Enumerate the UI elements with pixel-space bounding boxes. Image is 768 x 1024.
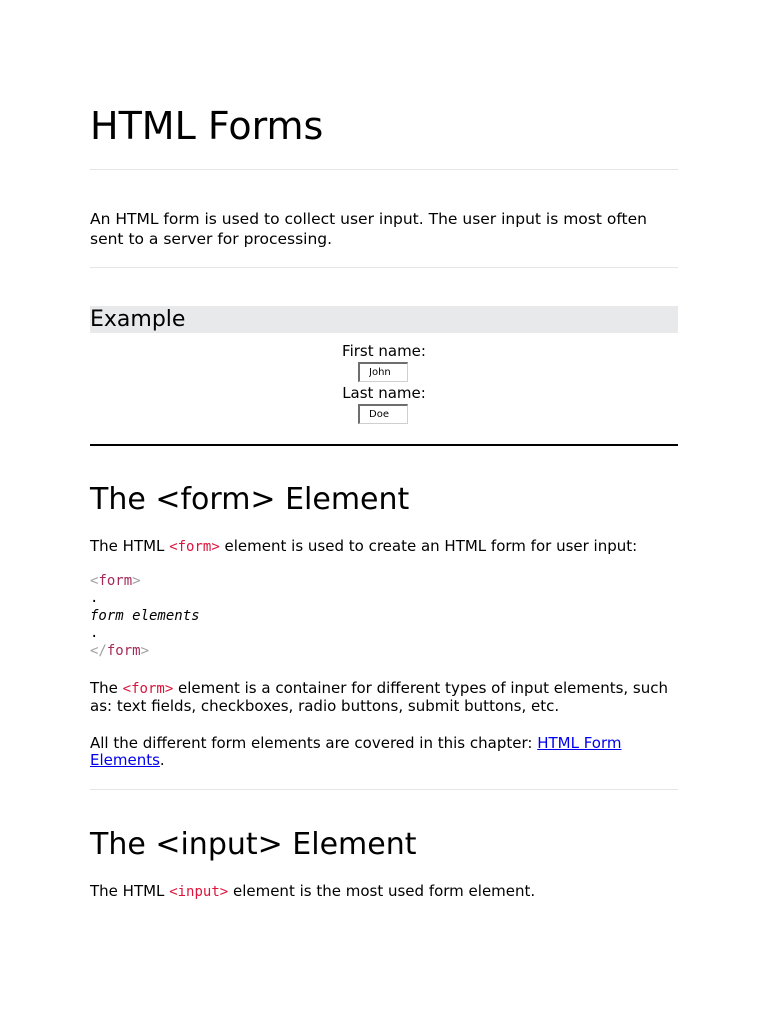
- first-name-label: First name:: [342, 342, 426, 360]
- code-token: form: [106, 642, 141, 659]
- text-fragment: All the different form elements are covered in this chapter:: [90, 734, 538, 752]
- section-divider: [90, 444, 678, 446]
- code-placeholder: form elements: [90, 607, 200, 624]
- divider: [90, 789, 678, 790]
- code-token: </: [90, 642, 107, 659]
- text-fragment: The HTML: [90, 882, 170, 900]
- inline-code-form: <form>: [169, 539, 220, 555]
- text-fragment: The: [90, 679, 123, 697]
- input-element-description: [90, 883, 678, 901]
- divider: [90, 169, 678, 170]
- text-fragment: .: [159, 751, 165, 769]
- form-code-example: [90, 573, 200, 660]
- code-token: <: [90, 573, 99, 589]
- form-elements-paragraph: [90, 735, 678, 769]
- text-fragment: element is used to create an HTML form for user input:: [219, 537, 638, 555]
- inline-code-input: <input>: [169, 884, 229, 900]
- code-token: >: [132, 573, 141, 589]
- first-name-input[interactable]: [358, 362, 408, 382]
- html-form-elements-link[interactable]: HTML Form Elements: [90, 734, 622, 769]
- text-fragment: The HTML: [90, 537, 170, 555]
- intro-paragraph: An HTML form is used to collect user input. The user input is most often sent to a server for processing.: [90, 210, 647, 248]
- text-fragment: element is a container for different types of input elements, such as: text fields, checkboxes, radio buttons, submit buttons, etc.: [90, 679, 669, 715]
- form-element-heading: The <form> Element: [90, 482, 410, 517]
- code-token: .: [90, 590, 99, 607]
- code-token: form: [98, 573, 133, 589]
- last-name-label: Last name:: [342, 384, 426, 402]
- input-element-heading: The <input> Element: [90, 827, 417, 862]
- text-fragment: element is the most used form element.: [228, 882, 536, 900]
- form-container-paragraph: [90, 680, 678, 715]
- example-heading: Example: [90, 307, 186, 332]
- code-token: >: [140, 642, 150, 659]
- example-header: [90, 306, 678, 333]
- inline-code-form: <form>: [122, 681, 174, 697]
- last-name-input[interactable]: [358, 404, 408, 424]
- page-title: HTML Forms: [90, 104, 324, 148]
- form-element-description: [90, 538, 678, 556]
- divider: [90, 267, 678, 268]
- code-token: .: [90, 625, 99, 642]
